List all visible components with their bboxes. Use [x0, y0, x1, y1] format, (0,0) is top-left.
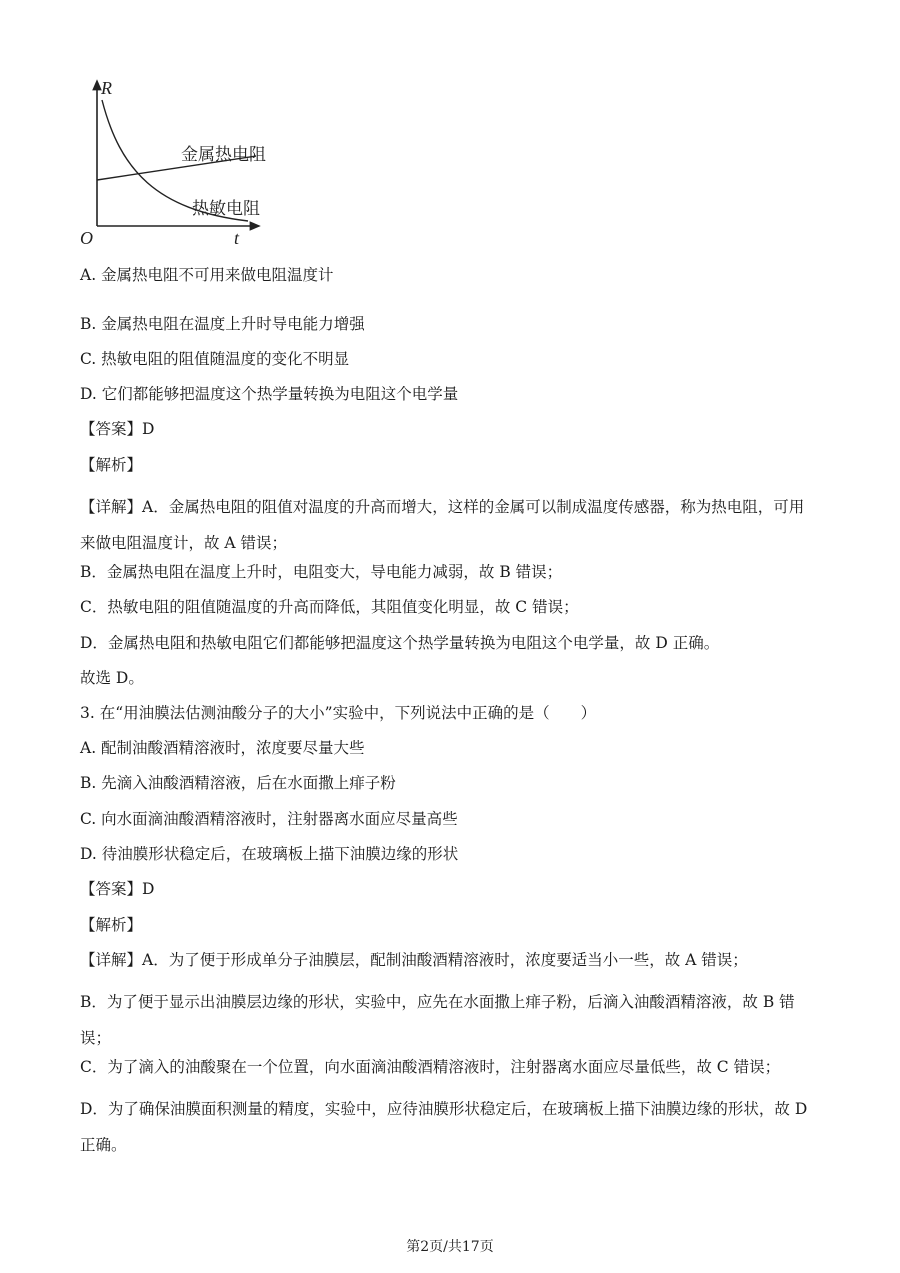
- q3-answer: 【答案】D: [80, 880, 155, 898]
- q2-conclusion: 故选 D。: [80, 669, 144, 687]
- q2-option-c: C. 热敏电阻的阻值随温度的变化不明显: [80, 350, 350, 368]
- q3-option-b: B. 先滴入油酸酒精溶液，后在水面撒上痱子粉: [80, 774, 396, 792]
- q2-detail-b: B．金属热电阻在温度上升时，电阻变大，导电能力减弱，故 B 错误；: [80, 563, 563, 581]
- q3-detail-c: C．为了滴入的油酸聚在一个位置，向水面滴油酸酒精溶液时，注射器离水面应尽量低些，故 C 错误；: [80, 1058, 781, 1076]
- q2-detail-d: D．金属热电阻和热敏电阻它们都能够把温度这个热学量转换为电阻这个电学量，故 D 正确。: [80, 634, 720, 652]
- q3-stem: 3. 在“用油膜法估测油酸分子的大小”实验中，下列说法中正确的是（ ）: [80, 704, 597, 722]
- x-axis-label: t: [234, 228, 240, 248]
- resistance-temperature-figure: [78, 74, 278, 254]
- q3-detail-d: D．为了确保油膜面积测量的精度，实验中，应待油膜形状稳定后，在玻璃板上描下油膜边缘的形状，故 D 正确。: [80, 1100, 808, 1154]
- q3-analysis-label: 【解析】: [80, 916, 143, 934]
- q2-option-b: B. 金属热电阻在温度上升时导电能力增强: [80, 315, 365, 333]
- page-number: 第2页/共17页: [406, 1239, 494, 1255]
- q2-analysis-label: 【解析】: [80, 456, 143, 474]
- q2-detail-a: 【详解】A．金属热电阻的阻值对温度的升高而增大，这样的金属可以制成温度传感器，称为热电阻，可用来做电阻温度计，故 A 错误；: [80, 498, 805, 552]
- q2-option-a: A. 金属热电阻不可用来做电阻温度计: [80, 266, 334, 284]
- q3-option-a: A. 配制油酸酒精溶液时，浓度要尽量大些: [80, 739, 365, 757]
- q2-answer: 【答案】D: [80, 420, 155, 438]
- q3-detail-a: 【详解】A．为了便于形成单分子油膜层，配制油酸酒精溶液时，浓度要适当小一些，故 A 错误；: [80, 951, 748, 969]
- q3-option-d: D. 待油膜形状稳定后，在玻璃板上描下油膜边缘的形状: [80, 845, 459, 863]
- thermistor-label: 热敏电阻: [192, 199, 260, 219]
- metal-resistance-label: 金属热电阻: [181, 145, 266, 165]
- origin-label: O: [80, 228, 93, 248]
- q2-detail-c: C．热敏电阻的阻值随温度的升高而降低，其阻值变化明显，故 C 错误；: [80, 598, 579, 616]
- q2-option-d: D. 它们都能够把温度这个热学量转换为电阻这个电学量: [80, 385, 459, 403]
- q3-option-c: C. 向水面滴油酸酒精溶液时，注射器离水面应尽量高些: [80, 810, 458, 828]
- q3-detail-b: B．为了便于显示出油膜层边缘的形状，实验中，应先在水面撒上痱子粉，后滴入油酸酒精溶液，故 B 错误；: [80, 993, 795, 1047]
- y-axis-label: R: [101, 78, 112, 98]
